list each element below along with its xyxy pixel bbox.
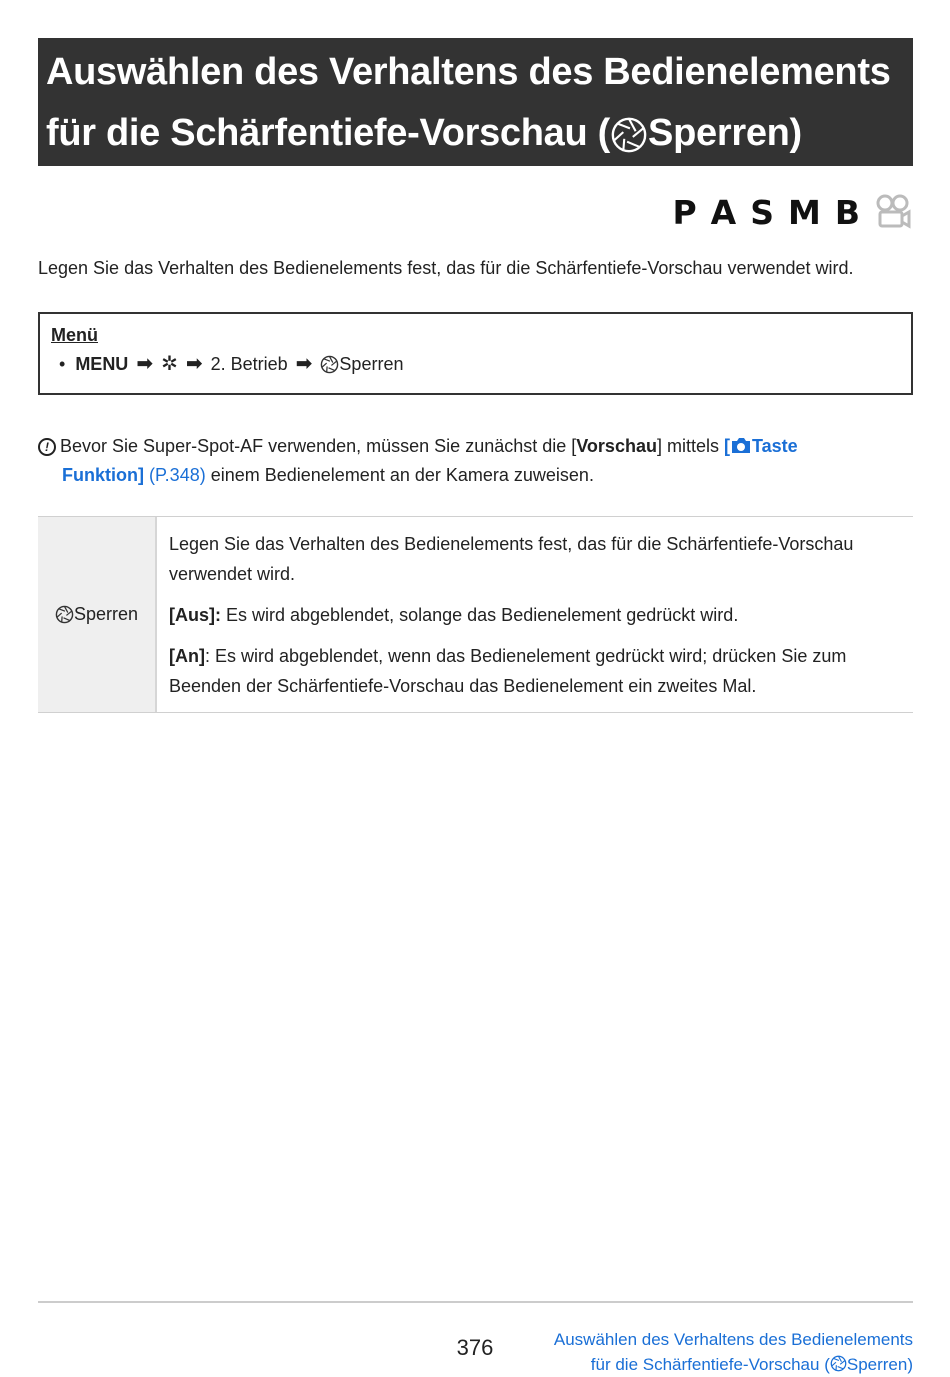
mode-p: P (672, 192, 697, 232)
link-open: [ (723, 436, 730, 456)
title-line-2-suffix: Sperren) (648, 112, 802, 154)
mode-m: M (788, 192, 821, 232)
taste-funktion-link-cont[interactable]: Funktion] (62, 465, 144, 485)
menu-heading: Menü (51, 325, 98, 345)
mode-indicators (672, 192, 912, 232)
gear-icon: ✲ (161, 353, 178, 375)
menu-leaf-label: Sperren (339, 354, 404, 374)
aperture-icon (320, 355, 339, 374)
note-bold: Vorschau (576, 436, 657, 456)
camera-icon (730, 436, 752, 454)
mode-b: B (834, 192, 860, 232)
page-title (38, 38, 913, 166)
note-text-3: einem Bedienelement an der Kamera zuweisen. (205, 465, 594, 485)
note-text-2: ] mittels (656, 436, 724, 456)
table-content-cell (157, 517, 913, 712)
page-ref-link[interactable]: (P.348) (149, 465, 206, 485)
footer-title[interactable] (554, 1327, 913, 1377)
aperture-icon (55, 605, 74, 624)
option-an-label: [An] (169, 646, 205, 666)
mode-a: A (710, 192, 737, 232)
aperture-icon (830, 1355, 847, 1372)
option-aus-text: Es wird abgeblendet, solange das Bedienelement gedrückt wird. (221, 605, 739, 625)
link-a: Taste (751, 436, 798, 456)
table-option-an (169, 641, 901, 701)
footer-divider (38, 1301, 913, 1303)
caution-icon: ! (38, 438, 56, 456)
arrow-icon: ➡ (185, 353, 203, 375)
note-line-1 (38, 432, 913, 461)
footer-title-line-1: Auswählen des Verhaltens des Bedienelements (553, 1330, 913, 1349)
note-line-2 (38, 461, 913, 490)
title-line-2 (46, 103, 905, 164)
movie-camera-icon (874, 194, 912, 230)
settings-table (38, 516, 913, 713)
intro-text: Legen Sie das Verhalten des Bedienelements fest, das für die Schärfentiefe-Vorschau verwendet wird. (38, 258, 854, 278)
title-line-1: Auswählen des Verhaltens des Bedienelements (46, 51, 891, 93)
aperture-icon (610, 116, 648, 154)
option-an-text: : Es wird abgeblendet, wenn das Bedienelement gedrückt wird; drücken Sie zum Beenden der Schärfentiefe-Vorschau das Bedienelement ein zweites Mal. (169, 646, 847, 696)
arrow-icon: ➡ (295, 353, 313, 375)
menu-path (51, 353, 900, 375)
mode-s: S (750, 192, 774, 232)
note-text-1: Bevor Sie Super-Spot-AF verwenden, müssen Sie zunächst die [ (60, 436, 577, 456)
option-aus-label: [Aus]: (169, 605, 221, 625)
table-option-aus (169, 600, 901, 630)
footer-line-2-suffix: Sperren) (846, 1355, 913, 1374)
menu-bullet: • (59, 354, 66, 374)
footer-line-2-prefix: für die Schärfentiefe-Vorschau ( (590, 1355, 830, 1374)
footer-title-line-2 (554, 1352, 913, 1377)
page-number: 376 (456, 1335, 494, 1360)
menu-root: MENU (75, 354, 129, 374)
taste-funktion-link[interactable] (724, 436, 798, 456)
note (38, 432, 913, 490)
title-line-2-prefix: für die Schärfentiefe-Vorschau ( (46, 112, 611, 154)
table-label-cell (38, 517, 157, 712)
table-desc: Legen Sie das Verhalten des Bedienelements fest, das für die Schärfentiefe-Vorschau verwendet wird. (169, 534, 854, 584)
menu-leaf (320, 353, 403, 375)
arrow-icon: ➡ (136, 353, 154, 375)
menu-box (38, 312, 913, 395)
menu-item-betrieb: 2. Betrieb (210, 354, 288, 374)
table-label: Sperren (73, 604, 139, 624)
